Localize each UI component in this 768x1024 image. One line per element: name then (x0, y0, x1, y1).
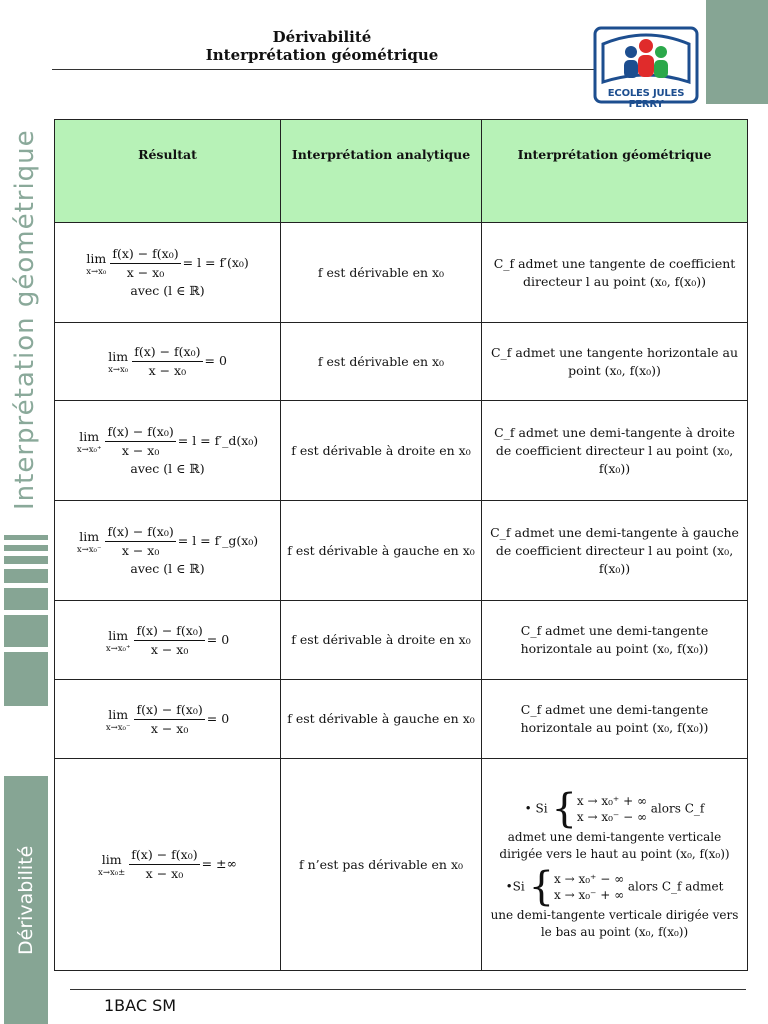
page-title: Dérivabilité (272, 28, 372, 46)
fraction-denominator: x − x₀ (121, 443, 160, 458)
table-row (55, 323, 748, 401)
stripe (4, 652, 48, 706)
fraction-denominator: x − x₀ (148, 363, 187, 378)
page-subtitle: Interprétation géométrique (205, 46, 439, 64)
table-row-last (55, 759, 748, 971)
limit-operator: lim (108, 706, 129, 722)
table-header-row (55, 120, 748, 223)
case-1-text: admet une demi-tangente verticale dirigée vers le haut au point (x₀, f(x₀)) (499, 829, 730, 861)
result-tail: = 0 (206, 631, 230, 647)
footer-rule (70, 989, 746, 990)
result-tail: = l = f′(x₀) (182, 255, 249, 270)
result-tail: = 0 (204, 353, 227, 368)
result-tail: = 0 (206, 710, 230, 726)
analytic-cell: f est dérivable à gauche en x₀ (281, 501, 482, 601)
header-analytic: Interprétation analytique (281, 120, 482, 223)
stripe (4, 569, 48, 583)
case-1-system (577, 793, 647, 825)
table-row (55, 401, 748, 501)
sidebar-stripes (4, 535, 48, 711)
fraction (105, 423, 175, 460)
case-2-line-1: x → x₀⁺ − ∞ (554, 871, 625, 886)
limit-subscript: x→x₀⁺ (105, 643, 131, 654)
case-2-line-2: x → x₀⁻ + ∞ (554, 887, 625, 902)
case-2-prefix: •Si (505, 879, 525, 893)
analytic-cell: f n’est pas dérivable en x₀ (281, 759, 482, 971)
geometric-cell (482, 759, 748, 971)
limit-operator: lim (101, 852, 122, 867)
analytic-cell: f est dérivable à droite en x₀ (281, 401, 482, 501)
fraction (129, 846, 199, 883)
result-tail: = ±∞ (201, 856, 237, 871)
stripe (4, 556, 48, 564)
limit-subscript: x→x₀ (108, 365, 129, 375)
analytic-cell: f est dérivable à droite en x₀ (281, 601, 482, 680)
limit-operator: lim (79, 529, 100, 544)
geometric-cell: C_f admet une demi-tangente à gauche de coefficient directeur l au point (x₀, f(x₀)) (482, 501, 748, 601)
case-1-line-2: x → x₀⁻ − ∞ (576, 809, 647, 824)
analytic-cell: f est dérivable en x₀ (281, 223, 482, 323)
fraction-numerator: f(x) − f(x₀) (132, 343, 202, 362)
fraction (110, 245, 180, 282)
result-cell (55, 401, 281, 501)
case-2-system (554, 871, 624, 903)
limit-subscript: x→x₀± (98, 868, 126, 878)
limit-subscript: x→x₀ (86, 267, 107, 277)
limit (106, 706, 131, 733)
case-2-suffix: alors C_f admet (627, 879, 724, 893)
result-cell (55, 223, 281, 323)
limit (108, 348, 128, 375)
fraction-numerator: f(x) − f(x₀) (110, 245, 180, 264)
result-cell (55, 680, 281, 759)
fraction-denominator: x − x₀ (121, 543, 160, 558)
limit (86, 250, 106, 277)
sidebar (0, 0, 48, 1024)
limit-operator: lim (108, 349, 129, 364)
limit (106, 627, 131, 654)
case-1-line-1: x → x₀⁺ + ∞ (576, 793, 647, 808)
page-header (52, 28, 592, 64)
derivability-table (54, 119, 748, 971)
fraction (132, 343, 202, 380)
sidebar-title: Interprétation géométrique (10, 129, 40, 511)
limit-operator: lim (86, 251, 107, 266)
case-2-text: une demi-tangente verticale dirigée vers le bas au point (x₀, f(x₀)) (490, 907, 739, 939)
stripe (4, 615, 48, 647)
fraction-numerator: f(x) − f(x₀) (105, 423, 175, 442)
header-result: Résultat (55, 120, 281, 223)
limit-operator: lim (79, 429, 100, 444)
fraction-numerator: f(x) − f(x₀) (129, 846, 199, 865)
limit-operator: lim (108, 627, 129, 643)
limit (77, 428, 102, 455)
limit (98, 851, 125, 878)
stripe (4, 535, 48, 540)
header-geometric: Interprétation géométrique (482, 120, 748, 223)
logo-text: ECOLES JULES FERRY (607, 88, 685, 110)
fraction (134, 622, 204, 659)
result-note: avec (l ∈ ℝ) (130, 461, 205, 476)
sidebar-bottom-block (4, 776, 48, 1024)
limit-subscript: x→x₀⁻ (105, 722, 131, 733)
fraction (105, 523, 175, 560)
footer-label: 1BAC SM (104, 996, 177, 1015)
case-2 (488, 863, 741, 941)
result-cell (55, 501, 281, 601)
brace-icon: { (528, 863, 555, 910)
fraction-numerator: f(x) − f(x₀) (134, 701, 204, 720)
fraction (134, 701, 204, 738)
fraction-denominator: x − x₀ (126, 265, 165, 280)
case-1-prefix: • Si (524, 801, 548, 815)
geometric-cell: C_f admet une tangente horizontale au point (x₀, f(x₀)) (482, 323, 748, 401)
geometric-cell: C_f admet une tangente de coefficient directeur l au point (x₀, f(x₀)) (482, 223, 748, 323)
limit (77, 528, 102, 555)
result-cell (55, 601, 281, 680)
fraction-numerator: f(x) − f(x₀) (134, 622, 204, 641)
brace-icon: { (551, 785, 577, 832)
table-row (55, 680, 748, 759)
result-tail: = l = f′_g(x₀) (177, 533, 259, 548)
stripe (4, 588, 48, 610)
stripe (4, 545, 48, 551)
fraction-denominator: x − x₀ (145, 866, 184, 881)
result-note: avec (l ∈ ℝ) (130, 561, 205, 576)
geometric-cell: C_f admet une demi-tangente à droite de coefficient directeur l au point (x₀, f(x₀)) (482, 401, 748, 501)
sidebar-bottom-label: Dérivabilité (15, 845, 37, 955)
fraction-denominator: x − x₀ (150, 720, 189, 736)
analytic-cell: f est dérivable à gauche en x₀ (281, 680, 482, 759)
limit-subscript: x→x₀⁺ (76, 445, 102, 455)
result-tail: = l = f′_d(x₀) (177, 433, 259, 448)
fraction-denominator: x − x₀ (150, 641, 189, 657)
analytic-cell: f est dérivable en x₀ (281, 323, 482, 401)
table-row (55, 601, 748, 680)
case-1 (488, 785, 741, 863)
geometric-cell: C_f admet une demi-tangente horizontale au point (x₀, f(x₀)) (482, 601, 748, 680)
header-rule (52, 69, 596, 70)
fraction-numerator: f(x) − f(x₀) (105, 523, 175, 542)
result-cell (55, 323, 281, 401)
table-row (55, 223, 748, 323)
geometric-cell: C_f admet une demi-tangente horizontale au point (x₀, f(x₀)) (482, 680, 748, 759)
case-1-suffix: alors C_f (650, 801, 705, 815)
limit-subscript: x→x₀⁻ (76, 545, 102, 555)
corner-block (706, 0, 768, 104)
result-cell (55, 759, 281, 971)
table-row (55, 501, 748, 601)
result-note: avec (l ∈ ℝ) (130, 283, 205, 298)
